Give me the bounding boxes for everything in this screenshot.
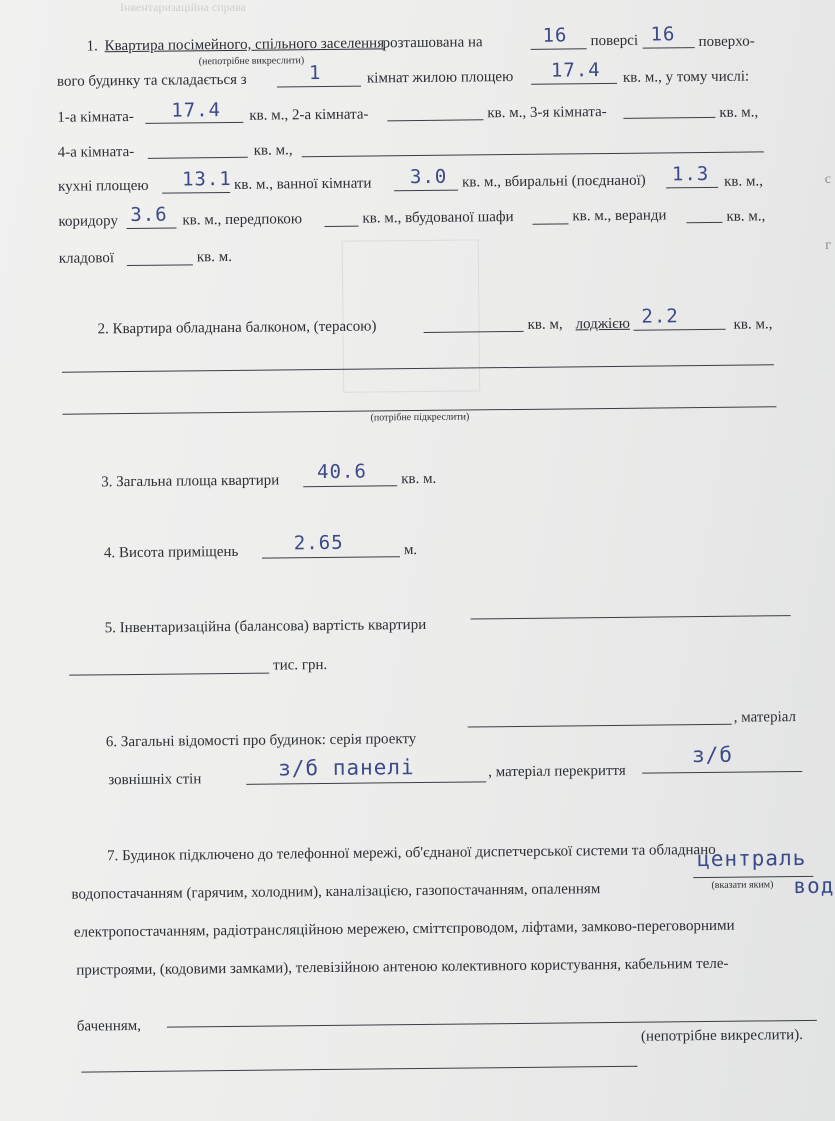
s1-veranda-label: кв. м., веранди	[572, 207, 667, 225]
faint-header-text: Інвентаризаційна справа	[120, 0, 246, 14]
corridor-value: 3.6	[130, 203, 168, 227]
room3-line	[623, 117, 715, 119]
loggia-value: 2.2	[641, 305, 679, 328]
s1-strike-note: (непотрібне викреслити)	[198, 55, 305, 68]
s1-kitchen-label: кухні площею	[57, 177, 149, 195]
s1-line2-b: кімнат жилою площею	[366, 68, 514, 87]
toilet-line	[666, 187, 718, 189]
series-line	[468, 724, 732, 728]
s1-line2-c: кв. м., у тому числі:	[622, 68, 750, 86]
edge-mark: с	[824, 172, 831, 187]
heating-value: централь	[697, 845, 807, 872]
room2-line	[387, 119, 483, 121]
s1-veranda-unit: кв. м.,	[726, 208, 766, 225]
s1-room3-unit: кв. м.,	[719, 104, 759, 121]
s2-loggia-unit: кв. м.,	[733, 316, 773, 333]
s7-note: (вказати яким)	[711, 879, 774, 891]
height-value: 2.65	[293, 531, 344, 555]
pantry-line	[127, 264, 193, 266]
bathroom-value: 3.0	[409, 165, 448, 189]
s3-unit: кв. м.	[401, 470, 437, 488]
rooms-value: 1	[308, 62, 322, 85]
s1-storey-label: поверхо-	[698, 33, 755, 51]
s1-number: 1.	[86, 38, 98, 55]
heating-value-cont: вод	[793, 873, 835, 899]
s1-toilet-unit: кв. м.,	[723, 173, 764, 190]
s1-room4-label: 4-а кімната-	[57, 143, 135, 161]
value-line-2	[69, 673, 269, 676]
s7-line4: пристроями, (кодовими замками), телевізійною антеною колективного користування, кабельним теле-	[76, 955, 729, 979]
s5-unit: тис. грн.	[273, 656, 328, 674]
value-line	[471, 615, 791, 619]
s3-label: 3. Загальна площа квартири	[101, 472, 280, 491]
s1-room2-label: кв. м., 2-а кімната-	[249, 106, 369, 124]
s7-line5: баченням,	[76, 1017, 142, 1035]
ceiling-line	[642, 771, 802, 774]
total-area-value: 40.6	[316, 460, 367, 484]
s7-blank-line	[81, 1066, 637, 1073]
walls-value: з/б панелі	[278, 755, 415, 781]
s1-pantry-label: кладової	[58, 250, 115, 267]
rooms-line	[277, 86, 361, 88]
s1-apartment-type: Квартира посімейного, спільного заселення	[104, 35, 385, 55]
living-area-line	[531, 83, 617, 85]
s2-note: (потрібне підкреслити)	[370, 411, 470, 424]
s4-unit: м.	[403, 542, 418, 559]
edge-mark: г	[825, 238, 831, 253]
ceiling-value: з/б	[691, 742, 734, 768]
floor-line	[531, 48, 587, 50]
s1-pantry-unit: кв. м.	[196, 248, 233, 266]
s7-end-note: (непотрібне викреслити).	[640, 1027, 804, 1045]
hall-line	[324, 226, 358, 227]
s1-toilet-label: кв. м., вбиральні (поєднаної)	[461, 172, 646, 191]
s6-label: 6. Загальні відомості про будинок: серія проекту	[105, 731, 417, 751]
s1-room3-label: кв. м., 3-я кімната-	[487, 104, 607, 122]
s6-ceiling-label: , матеріал перекриття	[488, 762, 626, 781]
s1-hall-label: кв. м., передпокою	[182, 211, 303, 229]
s1-line2-a: вого будинку та складається з	[56, 71, 247, 90]
kitchen-value: 13.1	[181, 167, 232, 191]
total-area-line	[303, 485, 397, 487]
height-line	[262, 556, 400, 558]
s1-room1-label: 1-а кімната-	[57, 108, 134, 126]
s7-line1: 7. Будинок підключено до телефонної мережі, об'єднаної диспетчерської системи та обладнано	[107, 841, 716, 865]
walls-line	[246, 781, 486, 785]
s6-material-label: , матеріал	[733, 709, 797, 726]
kitchen-line	[162, 192, 230, 194]
floor-value: 16	[542, 24, 568, 47]
living-area-value: 17.4	[550, 59, 601, 82]
bleed-through-stamp	[342, 239, 481, 392]
floors-total-value: 16	[650, 23, 676, 46]
s7-line2: водопостачанням (гарячим, холодним), каналізацією, газопостачанням, опаленням	[71, 881, 601, 903]
cable-tv-line	[167, 1020, 817, 1028]
s2-balcony-unit: кв. м,	[527, 316, 563, 333]
loggia-line	[634, 329, 726, 331]
s1-located-on: розташована на	[382, 34, 483, 52]
room1-value: 17.4	[171, 99, 222, 122]
s4-label: 4. Висота приміщень	[103, 543, 239, 562]
s2-loggia-label: лоджією	[575, 315, 630, 333]
s1-bath-label: кв. м., ванної кімнати	[233, 175, 372, 193]
corridor-line	[127, 228, 177, 230]
bathroom-line	[394, 190, 458, 192]
room1-line	[145, 122, 243, 124]
s1-closet-label: кв. м., вбудованої шафи	[362, 209, 514, 227]
room4-extra-line	[302, 151, 764, 157]
s6-walls-label: зовнішніх стін	[108, 771, 202, 789]
s2-text: 2. Квартира обладнана балконом, (терасою)	[97, 318, 377, 338]
s1-room4-unit: кв. м.,	[253, 142, 293, 159]
s1-floor-label: поверсі	[590, 32, 639, 50]
room4-line	[148, 157, 248, 159]
floors-total-line	[643, 47, 695, 49]
s1-corridor-label: коридору	[58, 213, 119, 230]
closet-line	[532, 223, 568, 224]
s5-label: 5. Інвентаризаційна (балансова) вартість квартири	[104, 616, 427, 637]
veranda-line	[686, 222, 722, 223]
s7-line3: електропостачанням, радіотрансляційною мережею, сміттєпроводом, ліфтами, замково-переговорними	[73, 917, 735, 941]
toilet-value: 1.3	[671, 162, 710, 186]
